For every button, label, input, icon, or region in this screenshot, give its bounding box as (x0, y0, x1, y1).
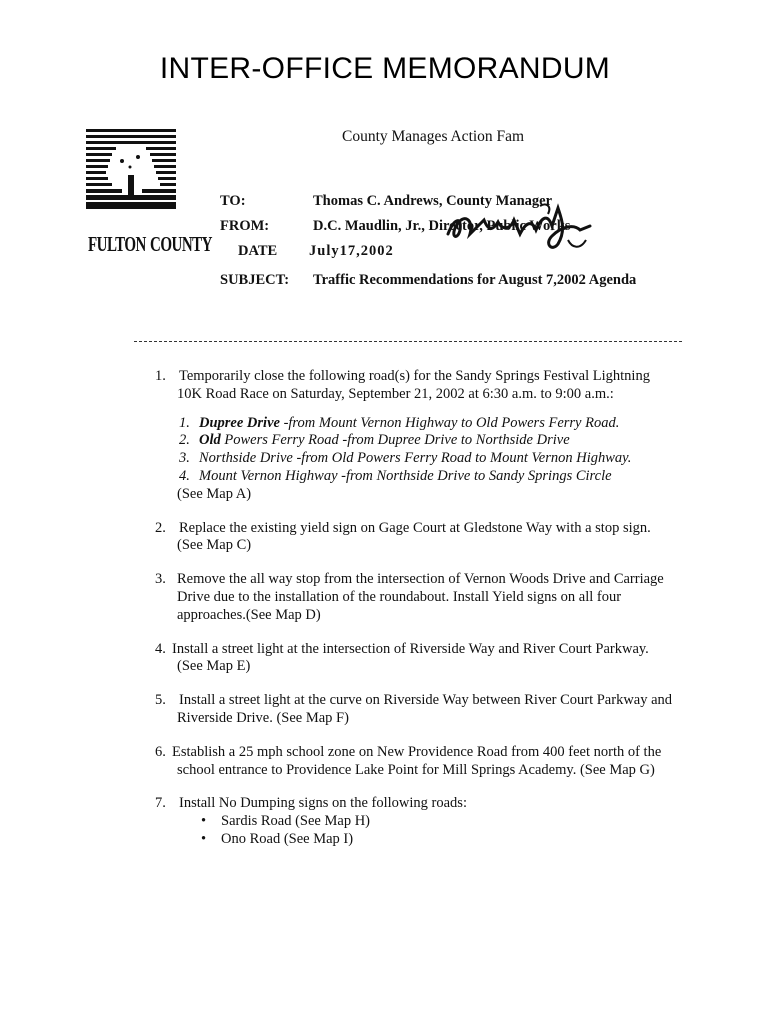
list-item (155, 795, 715, 848)
to-value: Thomas C. Andrews, County Manager (313, 193, 553, 209)
item-number: 7. (155, 795, 166, 812)
road-text: Mount Vernon Highway -from Northside Drive to Sandy Springs Circle (199, 467, 612, 484)
road-number: 3. (179, 450, 190, 467)
from-label: FROM: (220, 218, 270, 234)
item-number: 3. (155, 571, 166, 588)
date-value: July17,2002 (309, 243, 394, 259)
road-number: 4. (179, 467, 190, 484)
subject-value: Traffic Recommendations for August 7,2002 Agenda (313, 272, 637, 288)
signature-mark (440, 200, 600, 256)
memo-title: INTER-OFFICE MEMORANDUM (159, 52, 611, 85)
item-text: (See Map C) (177, 537, 252, 554)
road-item (179, 432, 715, 450)
item-text: Remove the all way stop from the intersection of Vernon Woods Drive and Carriage (177, 571, 664, 588)
road-closure-list (155, 415, 715, 486)
bullet-item (201, 831, 715, 849)
list-item (155, 571, 715, 624)
bullet-icon: • (201, 813, 207, 830)
bullet-icon: • (201, 830, 207, 847)
list-item (155, 520, 715, 556)
list-item (155, 744, 715, 780)
item-text: Drive due to the installation of the roundabout. Install Yield signs on all four (177, 588, 622, 605)
road-item (179, 415, 715, 433)
bullet-item (201, 813, 715, 831)
item-text: Install a street light at the curve on Riverside Way between River Court Parkway and (179, 692, 673, 709)
item-text: Install a street light at the intersection of Riverside Way and River Court Parkway. (172, 640, 649, 657)
item-number: 1. (155, 368, 166, 384)
item-text: school entrance to Providence Lake Point for Mill Springs Academy. (See Map G) (177, 761, 655, 778)
list-item (155, 368, 715, 504)
item-text: approaches.(See Map D) (177, 606, 321, 623)
to-label: TO: (220, 193, 246, 209)
item-text: Riverside Drive. (See Map F) (177, 709, 349, 726)
road-number: 1. (179, 414, 190, 431)
item-text: Replace the existing yield sign on Gage Court at Gledstone Way with a stop sign. (179, 519, 651, 536)
divider-line (134, 341, 682, 342)
road-item (179, 450, 715, 468)
county-name-right: COUNTY (150, 234, 213, 257)
bullet-text: Ono Road (See Map I) (221, 830, 354, 847)
recommendations-list (155, 368, 715, 865)
county-logo-icon (86, 127, 176, 215)
road-item (179, 468, 715, 486)
subject-label: SUBJECT: (220, 272, 290, 288)
road-number: 2. (179, 432, 190, 449)
bullet-text: Sardis Road (See Map H) (221, 813, 371, 830)
county-name-left: FULTON (88, 234, 146, 257)
item-number: 4. (155, 640, 166, 657)
item-text: (See Map E) (177, 658, 251, 675)
item-text: Temporarily close the following road(s) for the Sandy Springs Festival Lightning (179, 368, 650, 384)
county-name (88, 234, 213, 258)
item-text: 10K Road Race on Saturday, September 21, 2002 at 6:30 a.m. to 9:00 a.m.: (177, 385, 614, 402)
item-text: Establish a 25 mph school zone on New Providence Road from 400 feet north of the (172, 743, 662, 760)
bullet-list (155, 813, 715, 849)
road-text: Powers Ferry Road -from Dupree Drive to Northside Drive (220, 432, 570, 449)
list-item (155, 692, 715, 728)
from-value: D.C. Maudlin, Jr., Director, Public Works (313, 218, 571, 234)
road-text: Northside Drive -from Old Powers Ferry Road to Mount Vernon Highway. (199, 450, 632, 467)
item-text: Install No Dumping signs on the following roads: (179, 795, 467, 812)
item-number: 5. (155, 692, 166, 709)
department-name: County Manages Action Fam (342, 128, 525, 145)
road-name: Old (199, 432, 221, 449)
list-item (155, 641, 715, 677)
item-text: (See Map A) (177, 485, 252, 502)
road-name: Dupree Drive (199, 414, 280, 431)
item-number: 6. (155, 743, 166, 760)
item-number: 2. (155, 519, 166, 536)
date-label: DATE (238, 243, 278, 259)
road-text: -from Mount Vernon Highway to Old Powers Ferry Road. (279, 414, 620, 431)
